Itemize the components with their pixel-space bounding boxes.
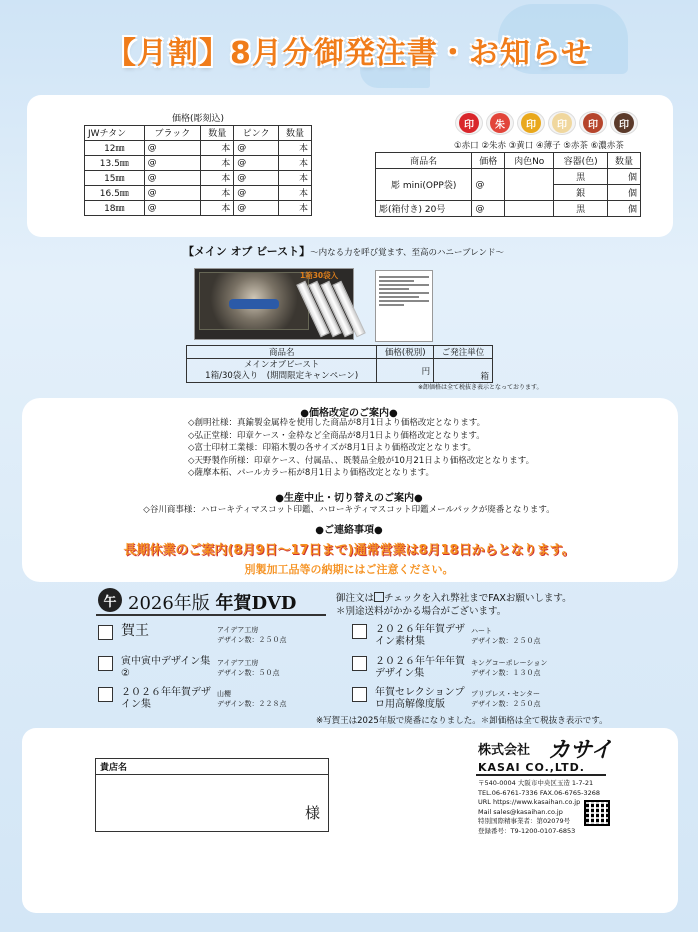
shop-name-box[interactable] — [95, 758, 329, 832]
custom-order-notice: 別製加工品等の納期にはご注意ください。 — [244, 563, 454, 576]
size-cell: 12㎜ — [85, 140, 145, 155]
address-line: TEL.06-6761-7336 FAX.06-6765-3268 — [478, 788, 601, 797]
price-cell[interactable]: @ — [234, 185, 279, 200]
col-header: 数量 — [201, 125, 234, 140]
stamp-glyph: 印 — [459, 113, 479, 133]
list-item: ◇薩摩本柘、パールカラー柘が8月1日より価格改定となります。 — [188, 468, 435, 478]
stamp-glyph: 印 — [552, 113, 572, 133]
col-header: JWチタン — [85, 125, 145, 140]
dvd-checkbox[interactable] — [98, 656, 113, 671]
dvd-name: ２０２６年年賀デザイン素材集 — [375, 624, 465, 647]
price-cell[interactable]: 円 — [377, 359, 434, 383]
dvd-count: デザイン数：２２８点 — [217, 700, 287, 708]
price-cell[interactable]: @ — [144, 200, 201, 215]
qty-cell[interactable]: 本 — [201, 185, 234, 200]
qty-cell[interactable]: 本 — [278, 200, 311, 215]
dvd-name: 賀王 — [121, 623, 149, 639]
table-row — [85, 155, 312, 170]
qty-cell[interactable]: 本 — [201, 155, 234, 170]
container-color: 銀 — [554, 185, 608, 201]
stamp-color-labels: ①赤口 ②朱赤 ③黄口 ④薄子 ⑤赤茶 ⑥濃赤茶 — [454, 141, 624, 151]
dvd-checkbox[interactable] — [352, 624, 367, 639]
qty-cell[interactable]: 本 — [201, 140, 234, 155]
dvd-publisher: アイデア工房 — [217, 659, 259, 667]
product-name: 彫 mini(OPP袋) — [376, 169, 472, 201]
product-name: 彫(箱付き) 20号 — [376, 201, 472, 217]
page-title: 【月割】8月分御発注書・お知らせ — [106, 36, 592, 71]
list-item: ◇創明社様：真鍮製金属枠を使用した商品が8月1日より価格改定となります。 — [188, 418, 486, 428]
price-cell[interactable]: @ — [144, 170, 201, 185]
qty-cell[interactable]: 本 — [201, 200, 234, 215]
stamp-swatch — [486, 111, 514, 135]
col-header: 商品名 — [376, 153, 472, 169]
list-item: ◇富士印材工業様：印箱木製の各サイズが8月1日より価格改定となります。 — [188, 443, 476, 453]
size-cell: 13.5㎜ — [85, 155, 145, 170]
table-row — [376, 201, 641, 217]
product-name — [187, 359, 377, 383]
stamp-swatch — [455, 111, 483, 135]
price-cell[interactable]: @ — [472, 201, 505, 217]
col-header: 商品名 — [187, 346, 377, 359]
stamp-glyph: 印 — [614, 113, 634, 133]
dvd-checkbox[interactable] — [352, 687, 367, 702]
product-sticks-image — [300, 276, 366, 338]
order-note — [336, 592, 572, 618]
qty-cell[interactable]: 箱 — [434, 359, 493, 383]
price-cell[interactable]: @ — [472, 169, 505, 201]
stamp-glyph: 印 — [583, 113, 603, 133]
price-cell[interactable]: @ — [234, 170, 279, 185]
dvd-item — [352, 687, 541, 711]
container-color: 黒 — [554, 169, 608, 185]
product-line1: メインオブビースト — [244, 359, 320, 370]
address-line: 〒540-0004 大阪市中央区玉造 1-7-21 — [478, 779, 594, 787]
col-header: 肉色No — [505, 153, 554, 169]
dvd-count: デザイン数：１３０点 — [471, 669, 541, 677]
dvd-name: ２０２６年午年年賀デザイン集 — [375, 656, 465, 679]
price-cell[interactable]: @ — [234, 200, 279, 215]
address-line: 特別国際精事業者：第02079号 — [478, 817, 571, 825]
dvd-item — [98, 687, 287, 711]
col-header: ご発注単位 — [434, 346, 493, 359]
qty-cell[interactable]: 本 — [278, 140, 311, 155]
color-no-cell[interactable] — [505, 201, 554, 217]
promo-label: 1箱30袋入 — [300, 271, 339, 280]
list-item: ◇谷川商事様：ハローキティマスコット印鑑、ハローキティマスコット印鑑メールパックが廃番となります。 — [143, 505, 555, 515]
dvd-item — [352, 656, 547, 680]
qty-cell[interactable]: 本 — [278, 170, 311, 185]
company-prefix: 株式会社 — [478, 743, 531, 758]
qty-cell[interactable]: 個 — [608, 169, 641, 185]
dvd-item — [98, 656, 280, 680]
col-header: 数量 — [278, 125, 311, 140]
dvd-name: ２０２６年年賀デザイン集 — [121, 687, 211, 710]
price-cell[interactable]: @ — [144, 140, 201, 155]
table-row — [187, 359, 493, 383]
dvd-publisher: プリプレス・センター — [471, 690, 540, 698]
dvd-publisher: 山櫻 — [217, 690, 231, 698]
color-no-cell[interactable] — [505, 169, 554, 201]
stamp-glyph: 印 — [521, 113, 541, 133]
qty-cell[interactable]: 個 — [608, 201, 641, 217]
stamp-product-table — [375, 152, 641, 217]
contact-title: ●ご連絡事項● — [315, 525, 383, 536]
size-cell: 18㎜ — [85, 200, 145, 215]
shop-name-label: 貴店名 — [96, 759, 328, 775]
list-item: ◇弘正堂様：印章ケース・金枠など全商品が8月1日より価格改定となります。 — [188, 430, 485, 441]
shipping-note: ＊別途送料がかかる場合がございます。 — [336, 606, 507, 617]
price-cell[interactable]: @ — [234, 140, 279, 155]
dvd-checkbox[interactable] — [98, 687, 113, 702]
container-color: 黒 — [554, 201, 608, 217]
company-english: KASAI CO.,LTD. — [478, 761, 585, 774]
shop-honorific: 様 — [304, 804, 320, 822]
dvd-title-main: 年賀DVD — [215, 593, 297, 614]
stamp-swatch — [548, 111, 576, 135]
company-logo: カサイ — [548, 737, 613, 763]
dvd-checkbox[interactable] — [98, 625, 113, 640]
price-cell[interactable]: @ — [144, 155, 201, 170]
dvd-publisher: アイデア工房 — [217, 626, 259, 634]
price-cell[interactable]: @ — [234, 155, 279, 170]
dvd-title-year: 2026年版 — [128, 593, 216, 614]
stamp-color-swatches — [455, 111, 638, 135]
dvd-name: 寅中寅中デザイン集② — [121, 656, 211, 679]
dvd-footnote: ※写賀王は2025年版で廃番になりました。＊卸価格は全て税抜き表示です。 — [316, 716, 608, 726]
checkbox-icon — [374, 592, 384, 602]
qty-cell[interactable]: 個 — [608, 185, 641, 201]
tax-note: ※卸価格は全て税抜き表示となっております。 — [418, 384, 543, 391]
table-row — [85, 200, 312, 215]
col-header: ピンク — [234, 125, 279, 140]
table-row — [376, 169, 641, 185]
dvd-publisher: ハート — [471, 627, 492, 635]
order-note-a: 御注文は — [336, 593, 375, 604]
dvd-count: デザイン数：５０点 — [217, 669, 280, 677]
qr-code-icon[interactable] — [584, 800, 610, 826]
divider — [476, 774, 606, 776]
package-back-image — [375, 270, 433, 342]
list-item: ◇天野製作所様：印章ケース、付属品、、既製品全般が10月21日より価格改定となります。 — [188, 455, 535, 466]
price-cell[interactable]: @ — [144, 185, 201, 200]
dvd-publisher: キングコーポレーション — [471, 659, 548, 667]
dvd-count: デザイン数：２５０点 — [471, 700, 541, 708]
price-table — [84, 110, 312, 216]
table-row — [85, 140, 312, 155]
title-underline — [96, 614, 326, 616]
col-header: 価格(税別) — [377, 346, 434, 359]
col-header: ブラック — [144, 125, 201, 140]
address-line[interactable]: URL https://www.kasaihan.co.jp — [478, 798, 581, 806]
dvd-name: 年賀セレクションプロ用高解像度版 — [375, 687, 465, 710]
size-cell: 15㎜ — [85, 170, 145, 185]
address-line: 登録番号：T9-1200-0107-6853 — [478, 826, 576, 835]
qty-cell[interactable]: 本 — [278, 155, 311, 170]
price-change-list — [188, 417, 534, 480]
dvd-title — [128, 589, 296, 615]
order-note-b: チェックを入れ弊社までFAXお願いします。 — [384, 593, 572, 604]
qty-cell[interactable]: 本 — [278, 185, 311, 200]
price-change-title: ●価格改定のご案内● — [300, 408, 398, 419]
col-header: 数量 — [608, 153, 641, 169]
dvd-item — [98, 625, 287, 645]
table-row — [85, 170, 312, 185]
company-address — [478, 779, 600, 836]
dvd-count: デザイン数：２５０点 — [217, 636, 287, 644]
product-line2: 1箱/30袋入り (期間限定キャンペーン) — [205, 370, 359, 381]
stamp-swatch — [579, 111, 607, 135]
price-caption: 価格(彫刻込) — [85, 110, 312, 125]
size-cell: 16.5㎜ — [85, 185, 145, 200]
beast-subtitle: ～内なる力を呼び覚ます、至高のハニーブレンド～ — [310, 248, 504, 258]
table-row — [85, 185, 312, 200]
address-line[interactable]: Mail sales@kasaihan.co.jp — [478, 807, 563, 816]
dvd-item — [352, 624, 541, 648]
stamp-glyph: 朱 — [490, 113, 510, 133]
beast-title: 【メイン オブ ビースト】 — [183, 245, 311, 258]
holiday-notice: 長期休業のご案内(8月9日～17日まで)通常営業は8月18日からとなります。 — [123, 543, 575, 558]
horse-year-icon: 午 — [98, 588, 122, 612]
dvd-count: デザイン数：２５０点 — [471, 637, 541, 645]
col-header: 価格 — [472, 153, 505, 169]
col-header: 容器(色) — [554, 153, 608, 169]
stamp-swatch — [517, 111, 545, 135]
dvd-checkbox[interactable] — [352, 656, 367, 671]
discontinue-title: ●生産中止・切り替えのご案内● — [275, 493, 423, 504]
qty-cell[interactable]: 本 — [201, 170, 234, 185]
stamp-swatch — [610, 111, 638, 135]
beast-title-row — [183, 243, 504, 259]
beast-table — [186, 345, 493, 383]
